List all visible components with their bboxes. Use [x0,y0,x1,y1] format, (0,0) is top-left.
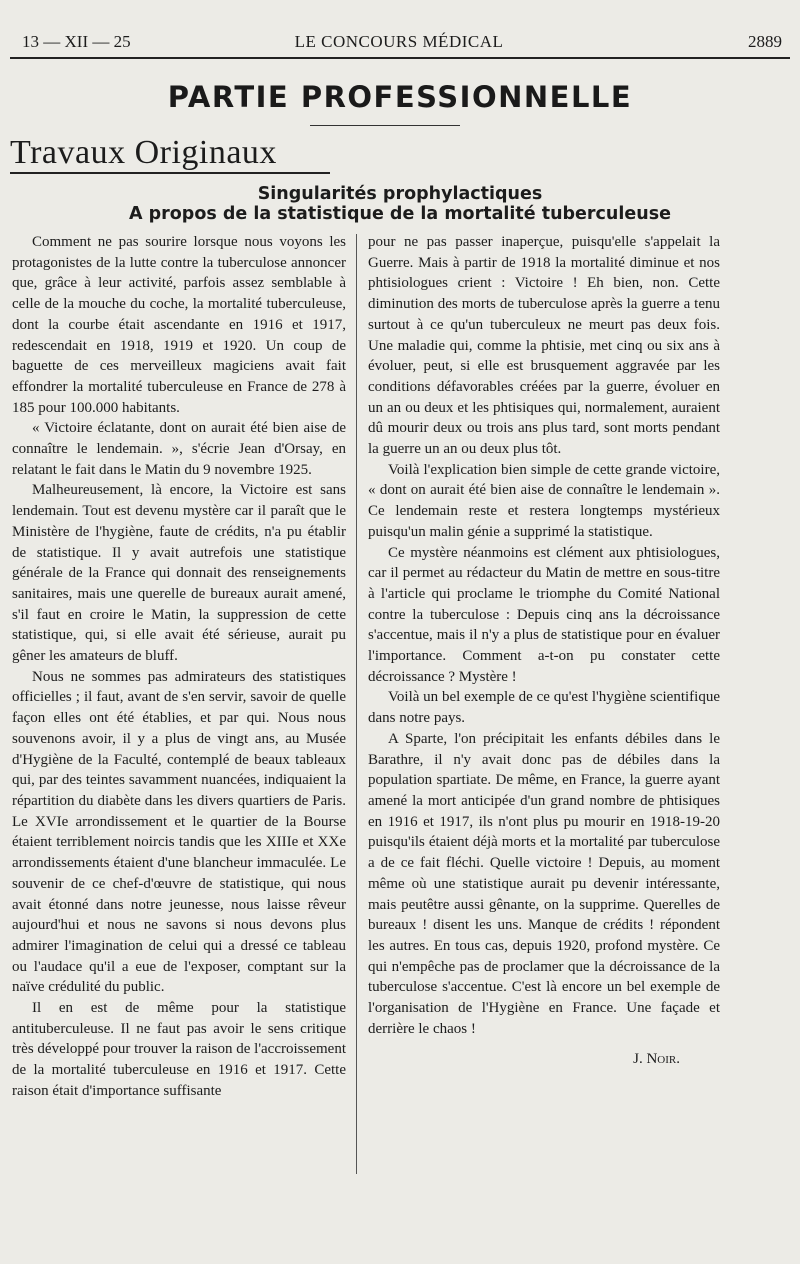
paragraph: Nous ne sommes pas admirateurs des statistiques officielles ; il faut, avant de s'en servir, savoir de quelle façon elles ont été établies, et par qui. Nous nous souvenons avoir, il y a plus de vingt ans, au Musée d'Hygiène de la Faculté, contemplé de beaux tableaux qui, par des teintes savamment nuancées, indiquaient la répartition du diabète dans les divers quartiers de Paris. Le XVIe arrondissement et le quartier de la Bourse étaient terriblement noircis tandis que les XIIIe et XXe arrondissements étaient d'une blancheur immaculée. Le souvenir de ce chef-d'œuvre de statistique, qui nous avait étonné dans notre jeunesse, nous laisse rêveur aujourd'hui et nous ne savons si nous devons plus admirer l'imagination de celui qui a dressé ce tableau ou l'audace qu'il a eue de l'exposer, comptant sur la naïve crédulité du public. [12,668,346,996]
author-signature: J. Noir. [633,1051,680,1068]
header-rule [10,57,790,59]
paragraph: Il en est de même pour la statistique antituberculeuse. Il ne faut pas avoir le sens critique très développé pour trouver la raison de l'accroissement de la mortalité tuberculeuse en 1916 et 1917. Cette raison était d'importance suffisante [12,1000,346,1099]
article-title [0,184,800,224]
paragraph: Voilà un bel exemple de ce qu'est l'hygiène scientifique dans notre pays. [368,689,720,727]
rubric-rule [10,172,330,174]
section-rule [310,125,460,126]
paragraph: Malheureusement, là encore, la Victoire est sans lendemain. Tout est devenu mystère car il paraît que le Ministère de l'hygiène, faute de crédits, n'a pu établir de statistique. Il y avait autrefois une statistique générale de la France qui donnait des renseignements sanitaires, mais une querelle de bureaux aurait amené, s'il faut en croire le Matin, la suppression de cette statistique, qui, si elle avait été sérieuse, aurait pu gêner les amateurs de bluff. [12,482,346,665]
paragraph: Comment ne pas sourire lorsque nous voyons les protagonistes de la lutte contre la tuberculose annoncer que, grâce à leur activité, parfois assez semblable à celle de la mouche du coche, la mortalité tuberculeuse, dont la courbe était ascendante en 1916 et 1917, redescendait en 1918, 1919 et 1920. Un coup de baguette de ces merveilleux magiciens avait fait effondrer la mortalité tuberculeuse en France de 278 à 185 pour 100.000 habitants. [12,234,346,416]
paragraph: « Victoire éclatante, dont on aurait été bien aise de connaître le lendemain. », s'écrie Jean d'Orsay, en relatant le fait dans le Matin du 9 novembre 1925. [12,420,346,478]
page-number: 2889 [748,32,782,51]
right-column [368,232,720,1070]
paragraph: A Sparte, l'on précipitait les enfants débiles dans le Barathre, il n'y avait donc pas de débiles dans la population spartiate. De même, en France, la guerre ayant amené la mort anticipée d'un grand nombre de phtisiques en 1916 et 1917, ils n'ont plus pu mourir en 1918-19-20 puisqu'ils étaient déjà morts et la mortalité par tuberculose a de ce fait fléchi. Quelle victoire ! Depuis, au moment même où une statistique aurait pu devenir intéressante, mais peutêtre aussi gênante, on la supprime. Querelles de bureaux ! disent les uns. Manque de crédits ! répondent les autres. En tous cas, depuis 1920, profond mystère. Ce qui n'empêche pas de proclamer que la décroissance de la tuberculose s'accentue. C'est là encore un bel exemple de l'organisation de l'Hygiène en France. Une façade et derrière le chaos ! [368,730,720,1037]
column-divider [356,234,357,1174]
article-title-line-1: Singularités prophylactiques [257,184,543,204]
section-title: PARTIE PROFESSIONNELLE [167,80,633,114]
left-column [12,232,346,1102]
paragraph: Voilà l'explication bien simple de cette grande victoire, « dont on aurait été bien aise de connaître le lendemain ». Ce lendemain reste et restera longtemps mystérieux puisqu'un malin génie a supprimé la statistique. [368,461,720,540]
paragraph: pour ne pas passer inaperçue, puisqu'elle s'appelait la Guerre. Mais à partir de 1918 la mortalité diminue et nos phtisiologues crient : Victoire ! Eh bien, non. Cette diminution des morts de tuberculose après la guerre a tenu surtout à ce qu'un tuberculeux ne meurt pas deux fois. Une maladie qui, comme la phtisie, met cinq ou six ans à évoluer, peut, si elle est brusquement aggravée par les conditions défavorables créées par la guerre, évoluer en un an ou deux et les phtisiques qui, normalement, auraient dû mourir deux ou trois ans plus tard, sont morts pendant la guerre un an ou deux plus tôt. [368,234,720,458]
issue-date: 13 — XII — 25 [22,32,131,51]
journal-name: LE CONCOURS MÉDICAL [294,32,504,51]
paragraph: Ce mystère néanmoins est clément aux phtisiologues, car il permet au rédacteur du Matin de mettre en sous-titre à l'article qui proclame le triomphe du Comité National contre la tuberculose : Depuis cinq ans la décroissance s'accentue, mais il n'y a plus de statistique pour en évaluer l'importance. Comment a-t-on pu constater cette décroissance ? Mystère ! [368,544,720,685]
rubric-heading: Travaux Originaux [10,134,277,171]
article-title-line-2: A propos de la statistique de la mortalité tuberculeuse [128,204,671,224]
running-head [10,30,788,54]
